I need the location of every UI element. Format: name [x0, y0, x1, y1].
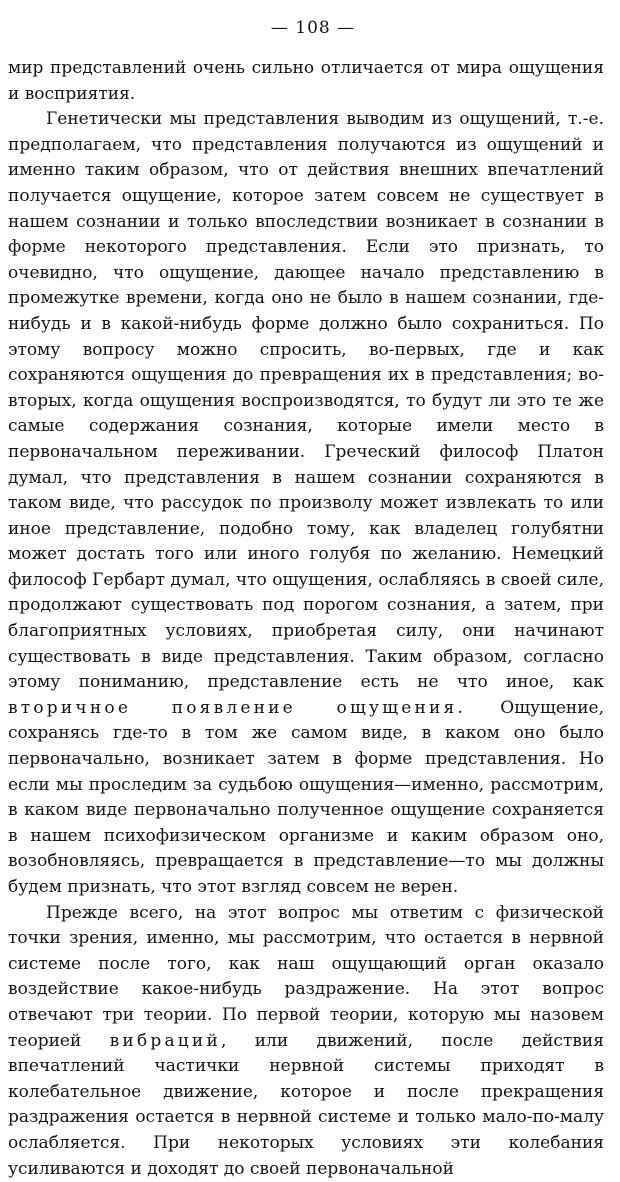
- paragraph-2-tail: . Ощущение, сохранясь где-то в том же самом виде, в каком оно было первоначально, возникает затем в форме представления. Но если мы проследим за судьбою ощущения—именно, рассмотрим, в каком виде первоначально полученное ощущение сохраняется в нашем психофизическом организме и каким образом оно, возобновляясь, превращается в представление—то мы должны будем признать, что этот взгляд совсем не верен.: [8, 697, 605, 897]
- body-text: [8, 56, 604, 1182]
- paragraph-3-emphasis: вибраций: [109, 1030, 221, 1051]
- paragraph-2-text: Генетически мы представления выводим из ощущений, т.-е. предполагаем, что представления получаются из ощущений и именно таким образом, что от действия внешних впечатлений получается ощущение, которое затем совсем не существует в нашем сознании и только впоследствии возникает в сознании в форме некоторого представления. Если это признать, то очевидно, что ощущение, дающее начало представлению в промежутке времени, когда оно не было в нашем сознании, где-нибудь и в какой-нибудь форме должно было сохраниться. По этому вопросу можно спросить, во-первых, где и как сохраняются ощущения до превращения их в представления; во-вторых, когда ощущения воспроизводятся, то будут ли это те же самые содержания сознания, которые имели место в первоначальном переживании. Греческий философ Платон думал, что представления в нашем сознании сохраняются в таком виде, что рассудок по произволу может извлекать то или иное представление, подобно тому, как владелец голубятни может достать того или иного голубя по желанию. Немецкий философ Гербарт думал, что ощущения, ослабляясь в своей силе, продолжают существовать под порогом сознания, а затем, при благоприятных условиях, приобретая силу, они начинают существовать в виде представления. Таким образом, согласно этому пониманию, представление есть не что иное, как: [8, 109, 604, 693]
- paragraph-3-text: Прежде всего, на этот вопрос мы ответим с физической точки зрения, именно, мы рассмотрим, что остается в нервной системе после того, как наш ощущающий орган оказало воздействие какое-нибудь раздражение. На этот вопрос отвечают три теории. По первой теории, которую мы назовем теорией: [8, 902, 604, 1051]
- page-number: — 108 —: [270, 18, 356, 38]
- paragraph-2: [8, 107, 604, 900]
- paragraph-3-tail: , или движений, после действия впечатлений частички нервной системы приходят в колебательное движение, которое и после прекращения раздражения остается в нервной системе и только мало-по-малу ослабляется. При некоторых условиях эти колебания усиливаются и доходят до своей первоначальной: [8, 1030, 604, 1179]
- paragraph-2-emphasis: вторичное появление ощущения: [8, 697, 458, 718]
- paragraph-1: [8, 56, 604, 107]
- paragraph-3: [8, 901, 604, 1182]
- paragraph-1-text: мир представлений очень сильно отличается от мира ощущения и восприятия.: [8, 58, 604, 104]
